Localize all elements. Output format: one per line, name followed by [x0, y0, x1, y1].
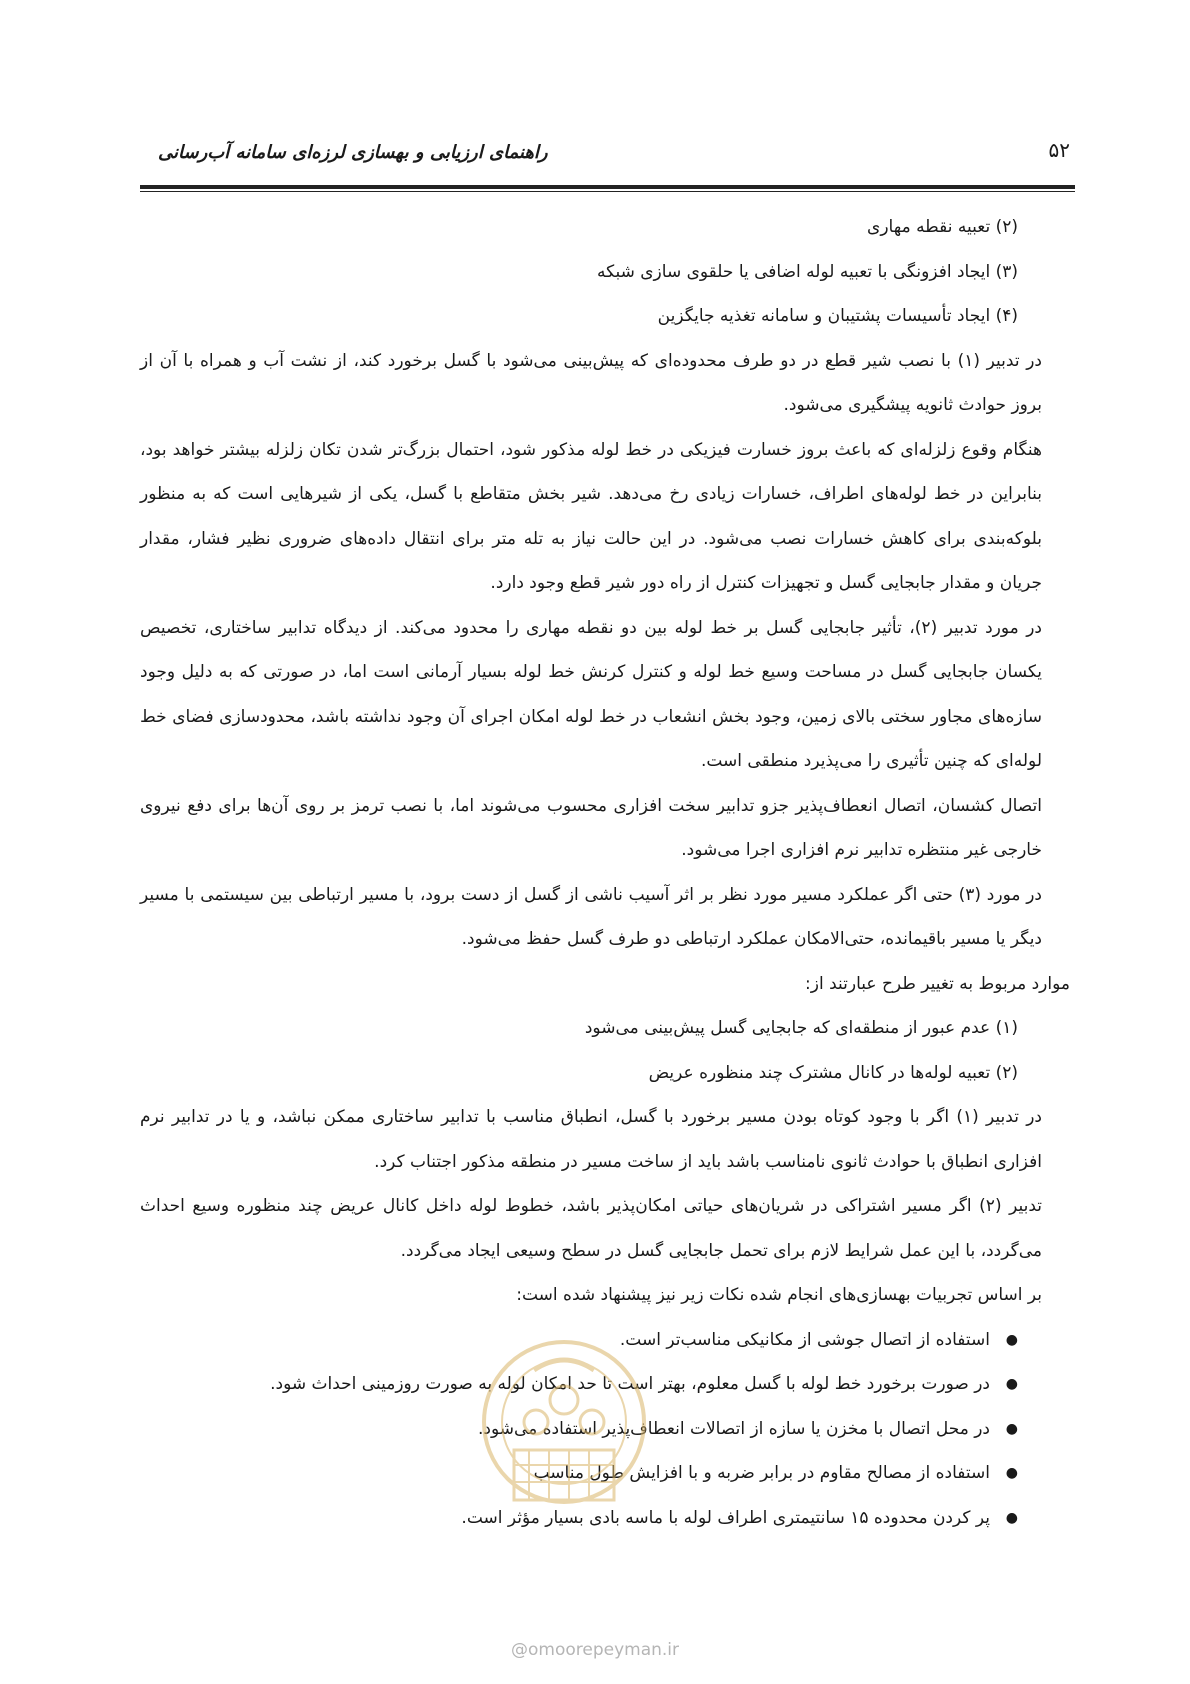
paragraph: تدبیر (۲) اگر مسیر اشتراکی در شریان‌های حیاتی امکان‌پذیر باشد، خطوط لوله داخل کانال عریض چند منظوره وسیع احداث می‌گردد، با این عمل شرایط لازم برای تحمل جابجایی گسل در سطح وسیعی ایجاد می‌گردد.	[140, 1196, 1042, 1261]
bullet-icon: ●	[1005, 1509, 1018, 1526]
paragraph: در تدبیر (۱) اگر با وجود کوتاه بودن مسیر برخورد با گسل، انطباق مناسب با تدابیر ساختاری ممکن نباشد، و یا در تدابیر نرم افزاری انطباق با حوادث ثانوی نامناسب باشد باید از ساخت مسیر در منطقه مذکور اجتناب کرد.	[140, 1107, 1042, 1172]
bullet-icon: ●	[1005, 1420, 1018, 1437]
header-rule-thin	[140, 191, 1075, 192]
paragraph: در تدبیر (۱) با نصب شیر قطع در دو طرف محدوده‌ای که پیش‌بینی می‌شود با گسل برخورد کند، از نشت آب و همراه با آن از بروز حوادث ثانویه پیشگیری می‌شود.	[140, 350, 1042, 415]
list1-item: (۳) ایجاد افزونگی با تعبیه لوله اضافی یا حلقوی سازی شبکه	[596, 261, 1018, 282]
section-intro: موارد مربوط به تغییر طرح عبارتند از:	[805, 973, 1070, 994]
bullet-text: پر کردن محدوده ۱۵ سانتیمتری اطراف لوله با ماسه بادی بسیار مؤثر است.	[461, 1507, 990, 1528]
list1-item: (۲) تعبیه نقطه مهاری	[867, 217, 1018, 237]
paragraph: هنگام وقوع زلزله‌ای که باعث بروز خسارت فیزیکی در خط لوله مذکور شود، احتمال بزرگ‌تر شدن تکان زلزله بیشتر خواهد بود، بنابراین در خط لوله‌های اطراف، خسارات زیادی رخ می‌دهد. شیر بخش متقاطع با گسل، یکی از شیرهایی است که به منظور بلوکه‌بندی برای کاهش خسارات نصب می‌شود. در این حالت نیاز به تله متر برای انتقال داده‌های ضروری نظیر فشار، مقدار جریان و مقدار جابجایی گسل و تجهیزات کنترل از راه دور شیر قطع وجود دارد.	[140, 439, 1042, 593]
section-intro: بر اساس تجربیات بهسازی‌های انجام شده نکات زیر نیز پیشنهاد شده است:	[516, 1285, 1042, 1305]
paragraph: در مورد (۳) حتی اگر عملکرد مسیر مورد نظر بر اثر آسیب ناشی از گسل از دست برود، با مسیر ارتباطی بین سیستمی با مسیر دیگر یا مسیر باقیمانده، حتی‌الامکان عملکرد ارتباطی دو طرف گسل حفظ می‌شود.	[140, 884, 1043, 949]
header-rule-thick	[140, 185, 1075, 189]
bullet-text: در صورت برخورد خط لوله با گسل معلوم، بهتر است تا حد امکان لوله به صورت روزمینی احداث شود.	[270, 1374, 990, 1394]
footer-url: @omoorepeyman.ir	[510, 1640, 680, 1660]
list1-item: (۴) ایجاد تأسیسات پشتیبان و سامانه تغذیه جایگزین	[657, 306, 1018, 326]
bullet-text: استفاده از مصالح مقاوم در برابر ضربه و با افزایش طول مناسب	[533, 1463, 990, 1483]
bullet-text: در محل اتصال با مخزن یا سازه از اتصالات انعطاف‌پذیر استفاده می‌شود.	[477, 1418, 990, 1439]
list2-item: (۲) تعبیه لوله‌ها در کانال مشترک چند منظوره عریض	[648, 1062, 1018, 1083]
seal-logo-icon	[474, 1330, 654, 1520]
bullet-icon: ●	[1005, 1331, 1018, 1348]
bullet-text: استفاده از اتصال جوشی از مکانیکی مناسب‌تر است.	[619, 1329, 990, 1350]
page-number: ۵۲	[1048, 138, 1070, 162]
running-title: راهنمای ارزیابی و بهسازی لرزه‌ای سامانه آب‌رسانی	[158, 142, 548, 163]
page-header	[140, 138, 1070, 178]
paragraph: اتصال کشسان، اتصال انعطاف‌پذیر جزو تدابیر سخت افزاری محسوب می‌شوند اما، با نصب ترمز بر روی آن‌ها برای دفع نیروی خارجی غیر منتظره تدابیر نرم افزاری اجرا می‌شود.	[140, 795, 1042, 860]
bullet-icon: ●	[1005, 1376, 1018, 1392]
paragraph: در مورد تدبیر (۲)، تأثیر جابجایی گسل بر خط لوله بین دو نقطه مهاری را محدود می‌کند. از دیدگاه تدابیر ساختاری، تخصیص یکسان جابجایی گسل در مساحت وسیع خط لوله و کنترل کرنش خط لوله بسیار آرمانی است اما، در صورتی که به دلیل وجود سازه‌های مجاور سختی بالای زمین، وجود بخش انشعاب در خط لوله امکان اجرای آن وجود نداشته باشد، محدودسازی فضای خط لوله‌ای که چنین تأثیری را می‌پذیرد منطقی است.	[140, 617, 1042, 771]
bullet-icon: ●	[1005, 1465, 1018, 1481]
list2-item: (۱) عدم عبور از منطقه‌ای که جابجایی گسل پیش‌بینی می‌شود	[584, 1018, 1018, 1038]
